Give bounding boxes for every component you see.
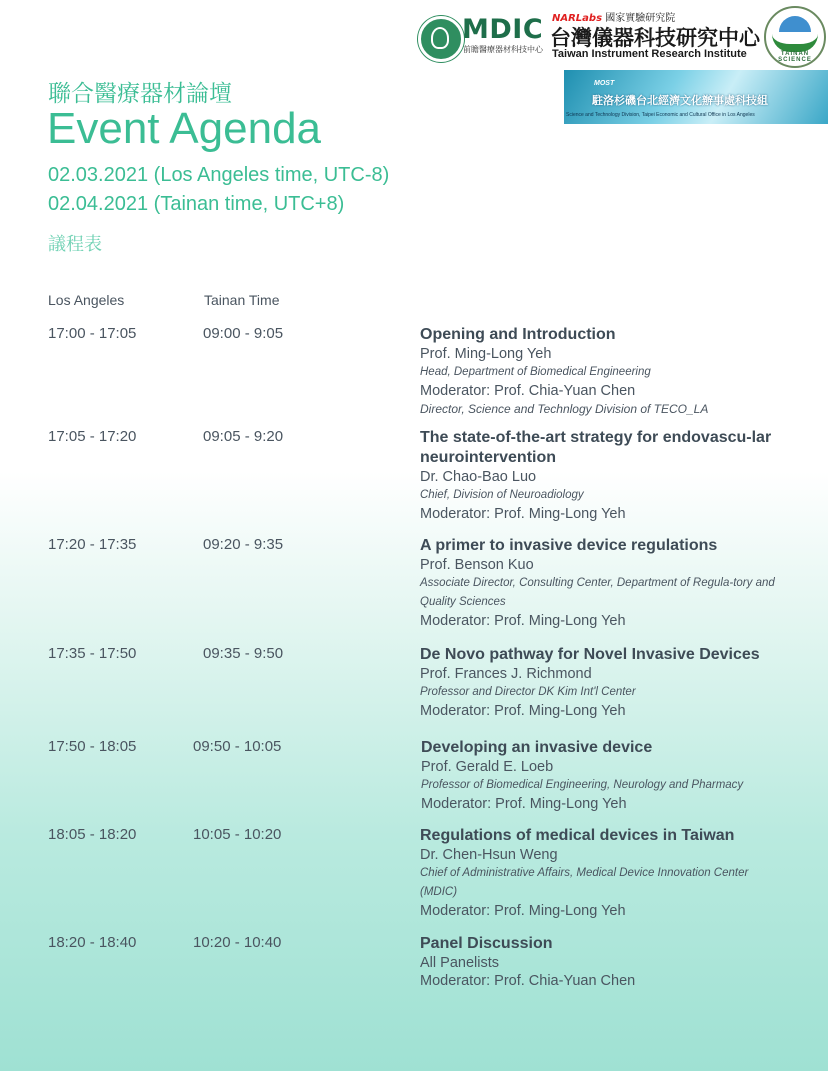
speaker-affiliation: Professor and Director DK Kim Int'l Center <box>420 686 636 698</box>
column-header-tainan: Tainan Time <box>204 292 280 308</box>
session-speaker: Dr. Chao-Bao Luo <box>420 469 537 485</box>
session-details <box>421 738 826 813</box>
session-title: De Novo pathway for Novel Invasive Devices <box>420 646 760 663</box>
time-los-angeles: 17:20 - 17:35 <box>48 536 137 553</box>
most-label: MOST <box>594 80 615 87</box>
session-title: A primer to invasive device regulations <box>420 537 718 554</box>
page-title: Event Agenda <box>47 104 322 153</box>
agenda-label-cn: 議程表 <box>48 234 102 255</box>
session-speaker: Dr. Chen-Hsun Weng <box>420 847 558 863</box>
session-speaker: All Panelists <box>420 955 499 971</box>
session-moderator: Moderator: Prof. Ming-Long Yeh <box>420 613 626 629</box>
tiri-name-cn: 台灣儀器科技研究中心 <box>550 26 760 50</box>
speaker-affiliation: Associate Director, Consulting Center, Department of Regula-tory and Quality Sciences <box>420 577 775 608</box>
session-title: Developing an invasive device <box>421 739 653 756</box>
time-tainan: 10:05 - 10:20 <box>193 826 282 843</box>
speaker-affiliation: Chief of Administrative Affairs, Medical Device Innovation Center (MDIC) <box>420 867 749 898</box>
time-tainan: 09:05 - 9:20 <box>203 428 284 445</box>
session-title: Panel Discussion <box>420 935 553 952</box>
session-title: Regulations of medical devices in Taiwan <box>420 827 735 844</box>
session-title: The state-of-the-art strategy for endovascu-lar neurointervention <box>420 429 772 466</box>
date-tainan: 02.04.2021 (Tainan time, UTC+8) <box>48 193 345 215</box>
seal-text: TAINAN SCIENCE <box>778 51 812 63</box>
narlabs-name: NARLabs <box>552 13 603 24</box>
time-los-angeles: 18:20 - 18:40 <box>48 934 137 951</box>
tiri-name-en: Taiwan Instrument Research Institute <box>552 48 747 60</box>
tainan-science-seal-icon <box>764 6 826 68</box>
teco-banner <box>564 70 828 124</box>
session-moderator: Moderator: Prof. Ming-Long Yeh <box>420 903 626 919</box>
time-los-angeles: 17:00 - 17:05 <box>48 325 137 342</box>
session-details <box>420 536 785 630</box>
seal-wave-shape <box>772 34 818 52</box>
session-moderator: Moderator: Prof. Ming-Long Yeh <box>421 796 627 812</box>
seal-sky-shape <box>779 16 811 32</box>
time-tainan: 09:20 - 9:35 <box>203 536 284 553</box>
session-speaker: Prof. Gerald E. Loeb <box>421 759 554 775</box>
time-tainan: 10:20 - 10:40 <box>193 934 282 951</box>
date-los-angeles: 02.03.2021 (Los Angeles time, UTC-8) <box>48 164 390 186</box>
speaker-affiliation: Head, Department of Biomedical Engineering <box>420 366 651 378</box>
session-moderator: Moderator: Prof. Ming-Long Yeh <box>420 506 626 522</box>
session-details <box>420 645 820 720</box>
moderator-affiliation: Director, Science and Technlogy Division of TECO_LA <box>420 402 709 416</box>
time-tainan: 09:00 - 9:05 <box>203 325 284 342</box>
time-los-angeles: 17:05 - 17:20 <box>48 428 137 445</box>
time-tainan: 09:50 - 10:05 <box>193 738 282 755</box>
time-los-angeles: 17:50 - 18:05 <box>48 738 137 755</box>
column-header-los-angeles: Los Angeles <box>48 292 125 308</box>
mdic-logo-subtitle: 前瞻醫療器材科技中心 <box>463 45 543 54</box>
narlabs-cn: 國家實驗研究院 <box>605 13 676 24</box>
time-tainan: 09:35 - 9:50 <box>203 645 284 662</box>
session-moderator: Moderator: Prof. Ming-Long Yeh <box>420 703 626 719</box>
mdic-logo-icon <box>418 16 464 62</box>
session-moderator: Moderator: Prof. Chia-Yuan Chen <box>420 383 636 399</box>
speaker-affiliation: Professor of Biomedical Engineering, Neurology and Pharmacy <box>421 779 744 791</box>
session-speaker: Prof. Benson Kuo <box>420 557 534 573</box>
session-title: Opening and Introduction <box>420 326 616 343</box>
session-speaker: Prof. Frances J. Richmond <box>420 666 592 682</box>
session-speaker: Prof. Ming-Long Yeh <box>420 346 552 362</box>
time-los-angeles: 17:35 - 17:50 <box>48 645 137 662</box>
teco-name-cn: 駐洛杉磯台北經濟文化辦事處科技組 <box>592 94 768 107</box>
session-moderator: Moderator: Prof. Chia-Yuan Chen <box>420 973 636 989</box>
session-details <box>420 325 805 419</box>
session-details <box>420 934 805 990</box>
speaker-affiliation: Chief, Division of Neuroadiology <box>420 489 584 501</box>
session-details <box>420 428 790 523</box>
teco-name-en: Science and Technology Division, Taipei Economic and Cultural Office in Los Angeles <box>566 112 755 118</box>
sponsor-logos <box>418 6 828 126</box>
mdic-logo-text: MDIC <box>462 14 544 45</box>
session-details <box>420 826 780 920</box>
forum-title-cn: 聯合醫療器材論壇 <box>48 81 232 107</box>
time-los-angeles: 18:05 - 18:20 <box>48 826 137 843</box>
